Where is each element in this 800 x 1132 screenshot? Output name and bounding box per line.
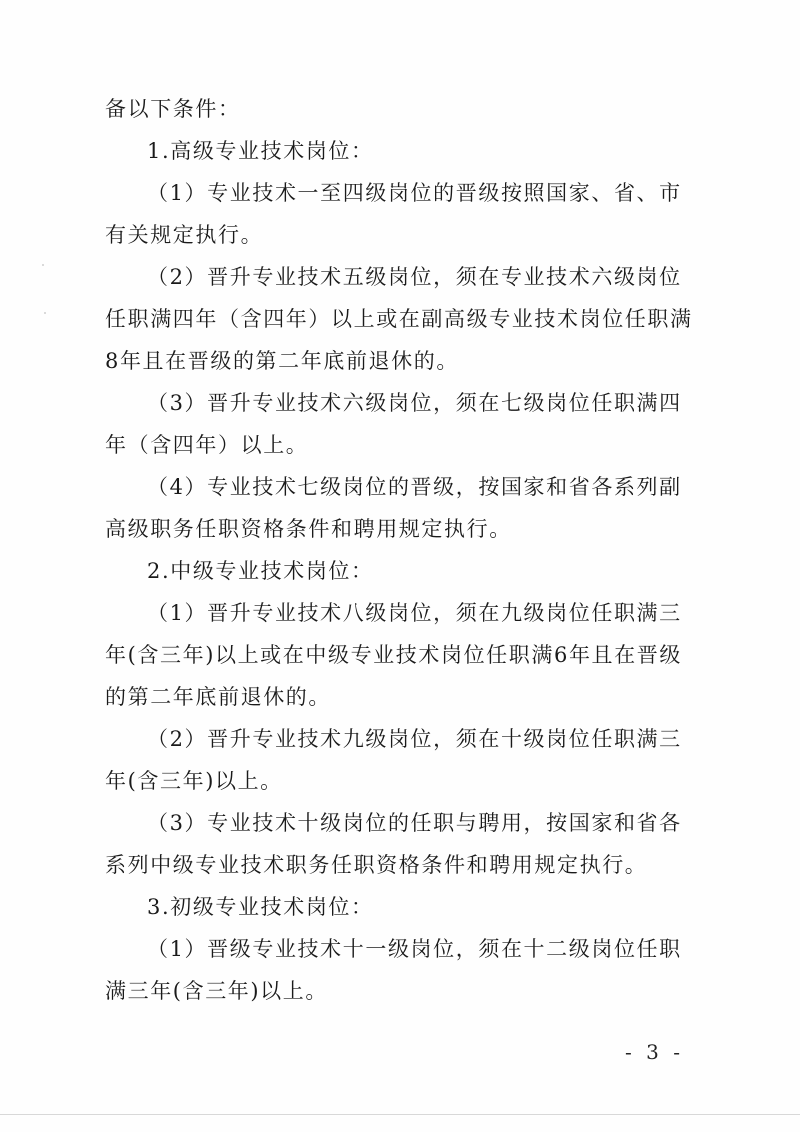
paragraph-line: （3）专业技术十级岗位的任职与聘用，按国家和省各 [147, 811, 682, 835]
section-heading-junior: 3.初级专业技术岗位： [147, 895, 374, 919]
paragraph-line: 有关规定执行。 [105, 223, 264, 247]
bottom-edge-line [0, 1114, 800, 1115]
paragraph-line: 满三年(含三年)以上。 [105, 979, 328, 1003]
paragraph-line: 的第二年底前退休的。 [105, 685, 331, 709]
section-heading-intermediate: 2.中级专业技术岗位： [147, 559, 374, 583]
paragraph-line: （1）晋升专业技术八级岗位，须在九级岗位任职满三 [147, 601, 682, 625]
page-number: - 3 - [625, 1040, 684, 1064]
paragraph-line: （4）专业技术七级岗位的晋级，按国家和省各系列副 [147, 475, 682, 499]
paragraph-line: 8年且在晋级的第二年底前退休的。 [105, 349, 459, 373]
section-heading-senior: 1.高级专业技术岗位： [147, 139, 374, 163]
body-text [105, 88, 697, 1012]
paragraph-line: 备以下条件： [105, 97, 241, 121]
paragraph-line: 年(含三年)以上。 [105, 769, 283, 793]
paragraph-line: 年(含三年)以上或在中级专业技术岗位任职满6年且在晋级 [105, 643, 682, 667]
scan-speck [42, 264, 44, 266]
paragraph-line: （2）晋升专业技术五级岗位，须在专业技术六级岗位 [147, 265, 682, 289]
paragraph-line: （2）晋升专业技术九级岗位，须在十级岗位任职满三 [147, 727, 682, 751]
scan-speck [44, 312, 46, 314]
paragraph-line: 年（含四年）以上。 [105, 433, 309, 457]
paragraph-line: 任职满四年（含四年）以上或在副高级专业技术岗位任职满 [105, 307, 693, 331]
paragraph-line: （1）晋级专业技术十一级岗位，须在十二级岗位任职 [147, 937, 682, 961]
paragraph-line: 系列中级专业技术职务任职资格条件和聘用规定执行。 [105, 853, 648, 877]
paragraph-line: （3）晋升专业技术六级岗位，须在七级岗位任职满四 [147, 391, 682, 415]
paragraph-line: 高级职务任职资格条件和聘用规定执行。 [105, 517, 512, 541]
paragraph-line: （1）专业技术一至四级岗位的晋级按照国家、省、市 [147, 181, 682, 205]
